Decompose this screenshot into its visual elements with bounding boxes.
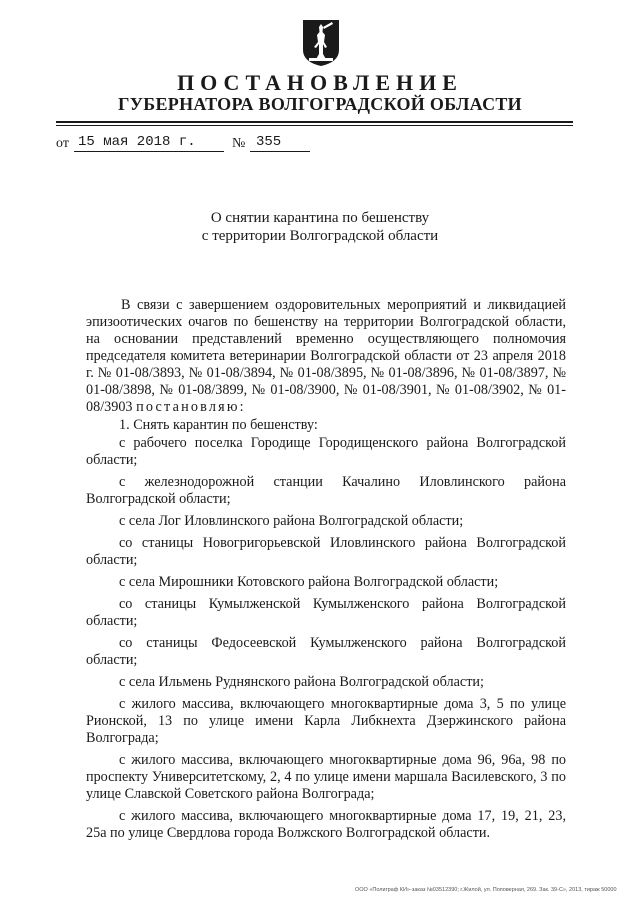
header-rule-thick bbox=[56, 121, 573, 123]
list-item: 1. Снять карантин по бешенству: bbox=[119, 417, 318, 433]
preamble-text: В связи с завершением оздоровительных мероприятий и ликвидацией эпизоотических очагов по бешенству на территории Волгоградской области, на основании представлений временно осуществляющего полномочия председателя комитета ветеринарии Волгоградской области от 23 апреля 2018 г. № 01-08/3893, № 01-08/3894, № 01-08/3895, № 01-08/3896, № 01-08/3897, № 01-08/3898, № 01-08/3899, № 01-08/3900, № 01-08/3901, № 01-08/3902, № 01-08/3903 bbox=[86, 297, 566, 415]
document-issuer: ГУБЕРНАТОРА ВОЛГОГРАДСКОЙ ОБЛАСТИ bbox=[118, 94, 522, 114]
list-item: со станицы Федосеевской Кумылженского района Волгоградской области; bbox=[86, 635, 566, 668]
header-rule-thin bbox=[56, 125, 573, 126]
document-number: 355 bbox=[256, 134, 282, 150]
list-item: со станицы Новогригорьевской Иловлинского района Волгоградской области; bbox=[86, 535, 566, 568]
list-item: со станицы Кумылженской Кумылженского района Волгоградской области; bbox=[86, 596, 566, 629]
print-info-footer: ООО «Полиграф КИ»-заказ №03512390; г.Жилой, ул. Поповерная, 269. Зак. 39-С», 2013, тираж 50000 bbox=[355, 887, 617, 893]
subject-line-1: О снятии карантина по бешенству bbox=[210, 210, 430, 226]
document-body bbox=[86, 297, 566, 842]
document-title: ПОСТАНОВЛЕНИЕ bbox=[177, 70, 463, 95]
list-item: с села Мирошники Котовского района Волгоградской области; bbox=[119, 574, 499, 590]
number-underline bbox=[250, 151, 310, 152]
list-item: с села Ильмень Руднянского района Волгоградской области; bbox=[119, 674, 484, 690]
list-item: с рабочего поселка Городище Городищенского района Волгоградской области; bbox=[86, 435, 566, 468]
list-item: с жилого массива, включающего многоквартирные дома 17, 19, 21, 23, 25а по улице Свердлова города Волжского Волгоградской области. bbox=[86, 808, 566, 841]
number-prefix: № bbox=[232, 136, 246, 151]
list-item: с жилого массива, включающего многоквартирные дома 96, 96а, 98 по проспекту Университетскому, 2, 4 по улице имени маршала Василевского, 3 по улице Славской Советского района Волгограда; bbox=[86, 752, 566, 802]
resolve-word: постановляю: bbox=[136, 399, 246, 415]
preamble-paragraph bbox=[86, 297, 566, 416]
subject-line-2: с территории Волгоградской области bbox=[201, 228, 439, 244]
date-prefix: от bbox=[56, 136, 69, 151]
document-subject bbox=[0, 209, 640, 245]
document-date: 15 мая 2018 г. bbox=[78, 134, 196, 150]
list-item: с жилого массива, включающего многоквартирные дома 3, 5 по улице Рионской, 13 по улице имени Карла Либкнехта Дзержинского района Волгограда; bbox=[86, 696, 566, 746]
list-item: с железнодорожной станции Качалино Иловлинского района Волгоградской области; bbox=[86, 474, 566, 507]
date-underline bbox=[74, 151, 224, 152]
list-item: с села Лог Иловлинского района Волгоградской области; bbox=[119, 513, 464, 529]
coat-of-arms-icon bbox=[301, 18, 341, 68]
